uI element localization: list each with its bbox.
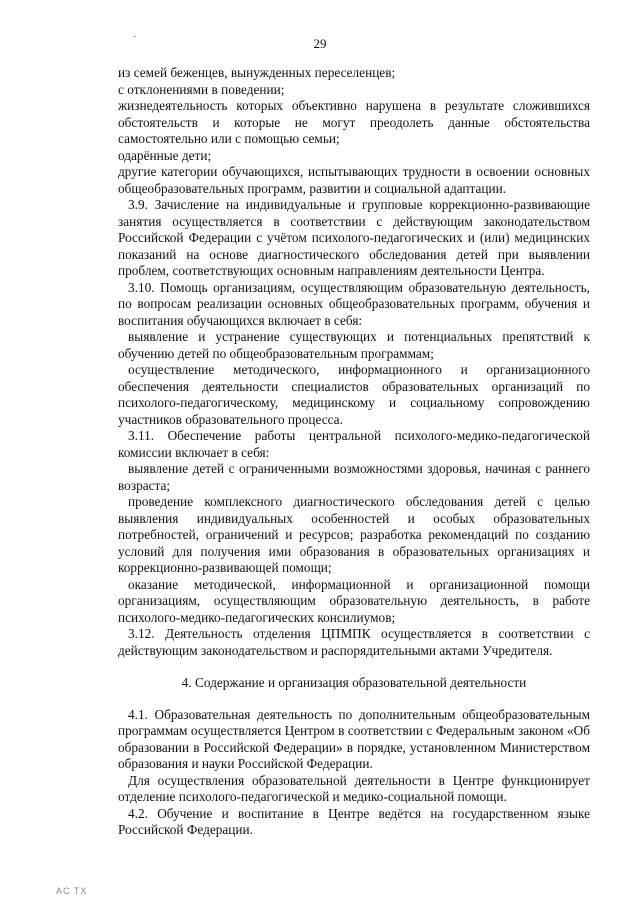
paragraph-3-9: 3.9. Зачисление на индивидуальные и групповые коррекционно-развивающие занятия осуществляется в соответствии с действующим законодательством Российской Федерации с учётом психолого-педагогических и (или) медицинских показаний на основе диагностического обследования детей при выявлении проблем, соответствующих основным направлениям деятельности Центра. xyxy=(118,197,590,278)
paragraph-3-12: 3.12. Деятельность отделения ЦПМПК осуществляется в соответствии с действующим законодательством и распорядительными актами Учредителя. xyxy=(118,626,590,658)
paragraph: выявление и устранение существующих и потенциальных препятствий к обучению детей по общеобразовательным программам; xyxy=(118,329,590,361)
page-number: 29 xyxy=(313,36,327,51)
paragraph: проведение комплексного диагностического обследования детей с целью выявления индивидуальных особенностей и особых образовательных потребностей, ограничений и ресурсов; разработка рекомендаций по созданию условий для получения ими образования в образовательных организациях и коррекционно-развивающей помощи; xyxy=(118,494,590,575)
paragraph: осуществление методического, информационного и организационного обеспечения деятельности специалистов образовательных организаций по психолого-педагогическому, медицинскому и социальному сопровождению участников образовательного процесса. xyxy=(118,362,590,427)
paragraph: одарённые дети; xyxy=(118,147,212,163)
paragraph: жизнедеятельность которых объективно нарушена в результате сложившихся обстоятельств и которые не могут преодолеть данные обстоятельства самостоятельно или с помощью семьи; xyxy=(118,98,590,146)
paragraph-4-2: 4.2. Обучение и воспитание в Центре ведётся на государственном языке Российской Федерации. xyxy=(118,805,590,837)
paragraph: выявление детей с ограниченными возможностями здоровья, начиная с раннего возраста; xyxy=(118,461,590,493)
scan-dot-mark: · xyxy=(133,32,137,43)
paragraph-3-11: 3.11. Обеспечение работы центральной психолого-медико-педагогической комиссии включает в себя: xyxy=(118,428,590,460)
paragraph-4-1: 4.1. Образовательная деятельность по дополнительным общеобразовательным программам осуществляется Центром в соответствии с Федеральным законом «Об образовании в Российской Федерации» в порядке, установленном Министерством образования и науки Российской Федерации. xyxy=(118,706,590,771)
section-heading: 4. Содержание и организация образовательной деятельности xyxy=(181,675,527,690)
paragraph-3-10: 3.10. Помощь организациям, осуществляющим образовательную деятельность, по вопросам реализации основных общеобразовательных программ, обучения и воспитания обучающихся включает в себя: xyxy=(118,279,590,328)
paragraph: другие категории обучающихся, испытывающих трудности в освоении основных общеобразовательных программ, развитии и социальной адаптации. xyxy=(118,164,590,196)
paragraph: из семей беженцев, вынужденных переселенцев; xyxy=(118,65,396,80)
paragraph: Для осуществления образовательной деятельности в Центре функционирует отделение психолого-педагогической и медико-социальной помощи. xyxy=(118,772,590,804)
paragraph: оказание методической, информационной и организационной помощи организациям, осуществляющим образовательную деятельность, в работе психолого-медико-педагогических консилиумов; xyxy=(118,576,590,625)
body-text xyxy=(118,65,590,839)
paragraph: с отклонениями в поведении; xyxy=(118,81,285,97)
footer-scan-mark: AC TX xyxy=(56,886,88,896)
